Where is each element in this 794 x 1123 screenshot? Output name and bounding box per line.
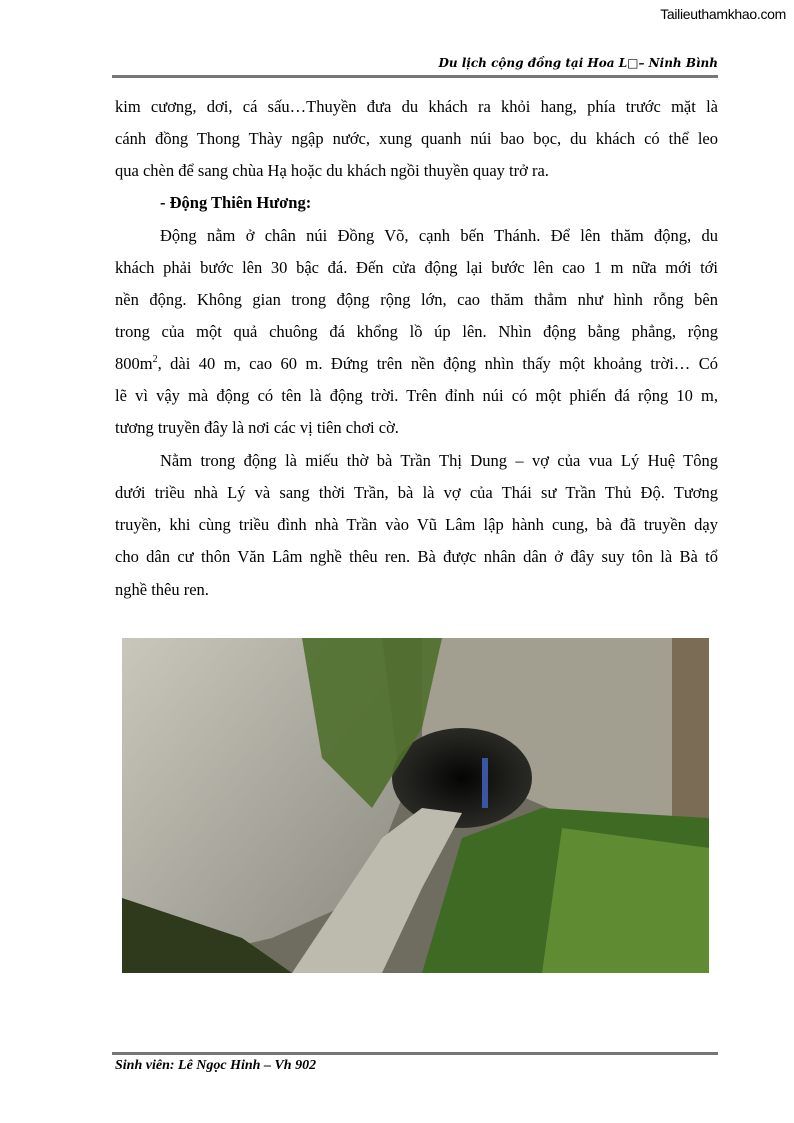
footer-author: Sinh viên: Lê Ngọc Hinh – Vh 902 [115,1058,317,1073]
body-line: cánh đồng Thong Thày ngập nước, xung quanh núi bao bọc, du khách có thể leo [115,129,718,148]
body-line: tương truyền đây là nơi các vị tiên chơi cờ. [115,418,399,437]
body-line: nghề thêu ren. [115,580,209,599]
body-line: kim cương, dơi, cá sấu…Thuyền đưa du khách ra khỏi hang, phía trước mặt là [115,97,718,116]
watermark: Tailieuthamkhao.com [660,6,786,22]
running-header: Du lịch cộng đồng tại Hoa L□– Ninh Bình [438,56,718,70]
body-line [115,354,718,374]
footer-rule [112,1052,718,1055]
body-text: , dài 40 m, cao 60 m. Đứng trên nền động nhìn thấy một khoảng trời… Có [157,354,718,373]
body-line: nền động. Không gian trong động rộng lớn, cao thăm thẳm như hình rỗng bên [115,290,718,309]
body-line: trong của một quả chuông đá khổng lồ úp lên. Nhìn động bằng phẳng, rộng [115,322,718,341]
body-line: truyền, khi cùng triều đình nhà Trần vào Vũ Lâm lập hành cung, bà đã truyền dạy [115,515,718,534]
body-line: dưới triều nhà Lý và sang thời Trần, bà là vợ của Thái sư Trần Thủ Độ. Tương [115,483,718,502]
superscript: 2 [152,354,158,365]
body-line: lẽ vì vậy mà động có tên là động trời. Trên đỉnh núi có một phiến đá rộng 10 m, [115,386,718,405]
body-line: Động nằm ở chân núi Đồng Võ, cạnh bến Thánh. Để lên thăm động, du [160,226,718,245]
area-value: 800m [115,354,153,373]
body-line: khách phải bước lên 30 bậc đá. Đến cửa động lại bước lên cao 1 m nữa mới tới [115,258,718,277]
section-heading: - Động Thiên Hương: [160,193,312,212]
body-line: qua chèn để sang chùa Hạ hoặc du khách ngồi thuyền quay trở ra. [115,161,549,180]
cave-entrance-photo [122,638,709,973]
header-rule [112,75,718,78]
body-line: cho dân cư thôn Văn Lâm nghề thêu ren. Bà được nhân dân ở đây suy tôn là Bà tổ [115,547,718,566]
body-line: Nằm trong động là miếu thờ bà Trần Thị Dung – vợ của vua Lý Huệ Tông [160,451,718,470]
